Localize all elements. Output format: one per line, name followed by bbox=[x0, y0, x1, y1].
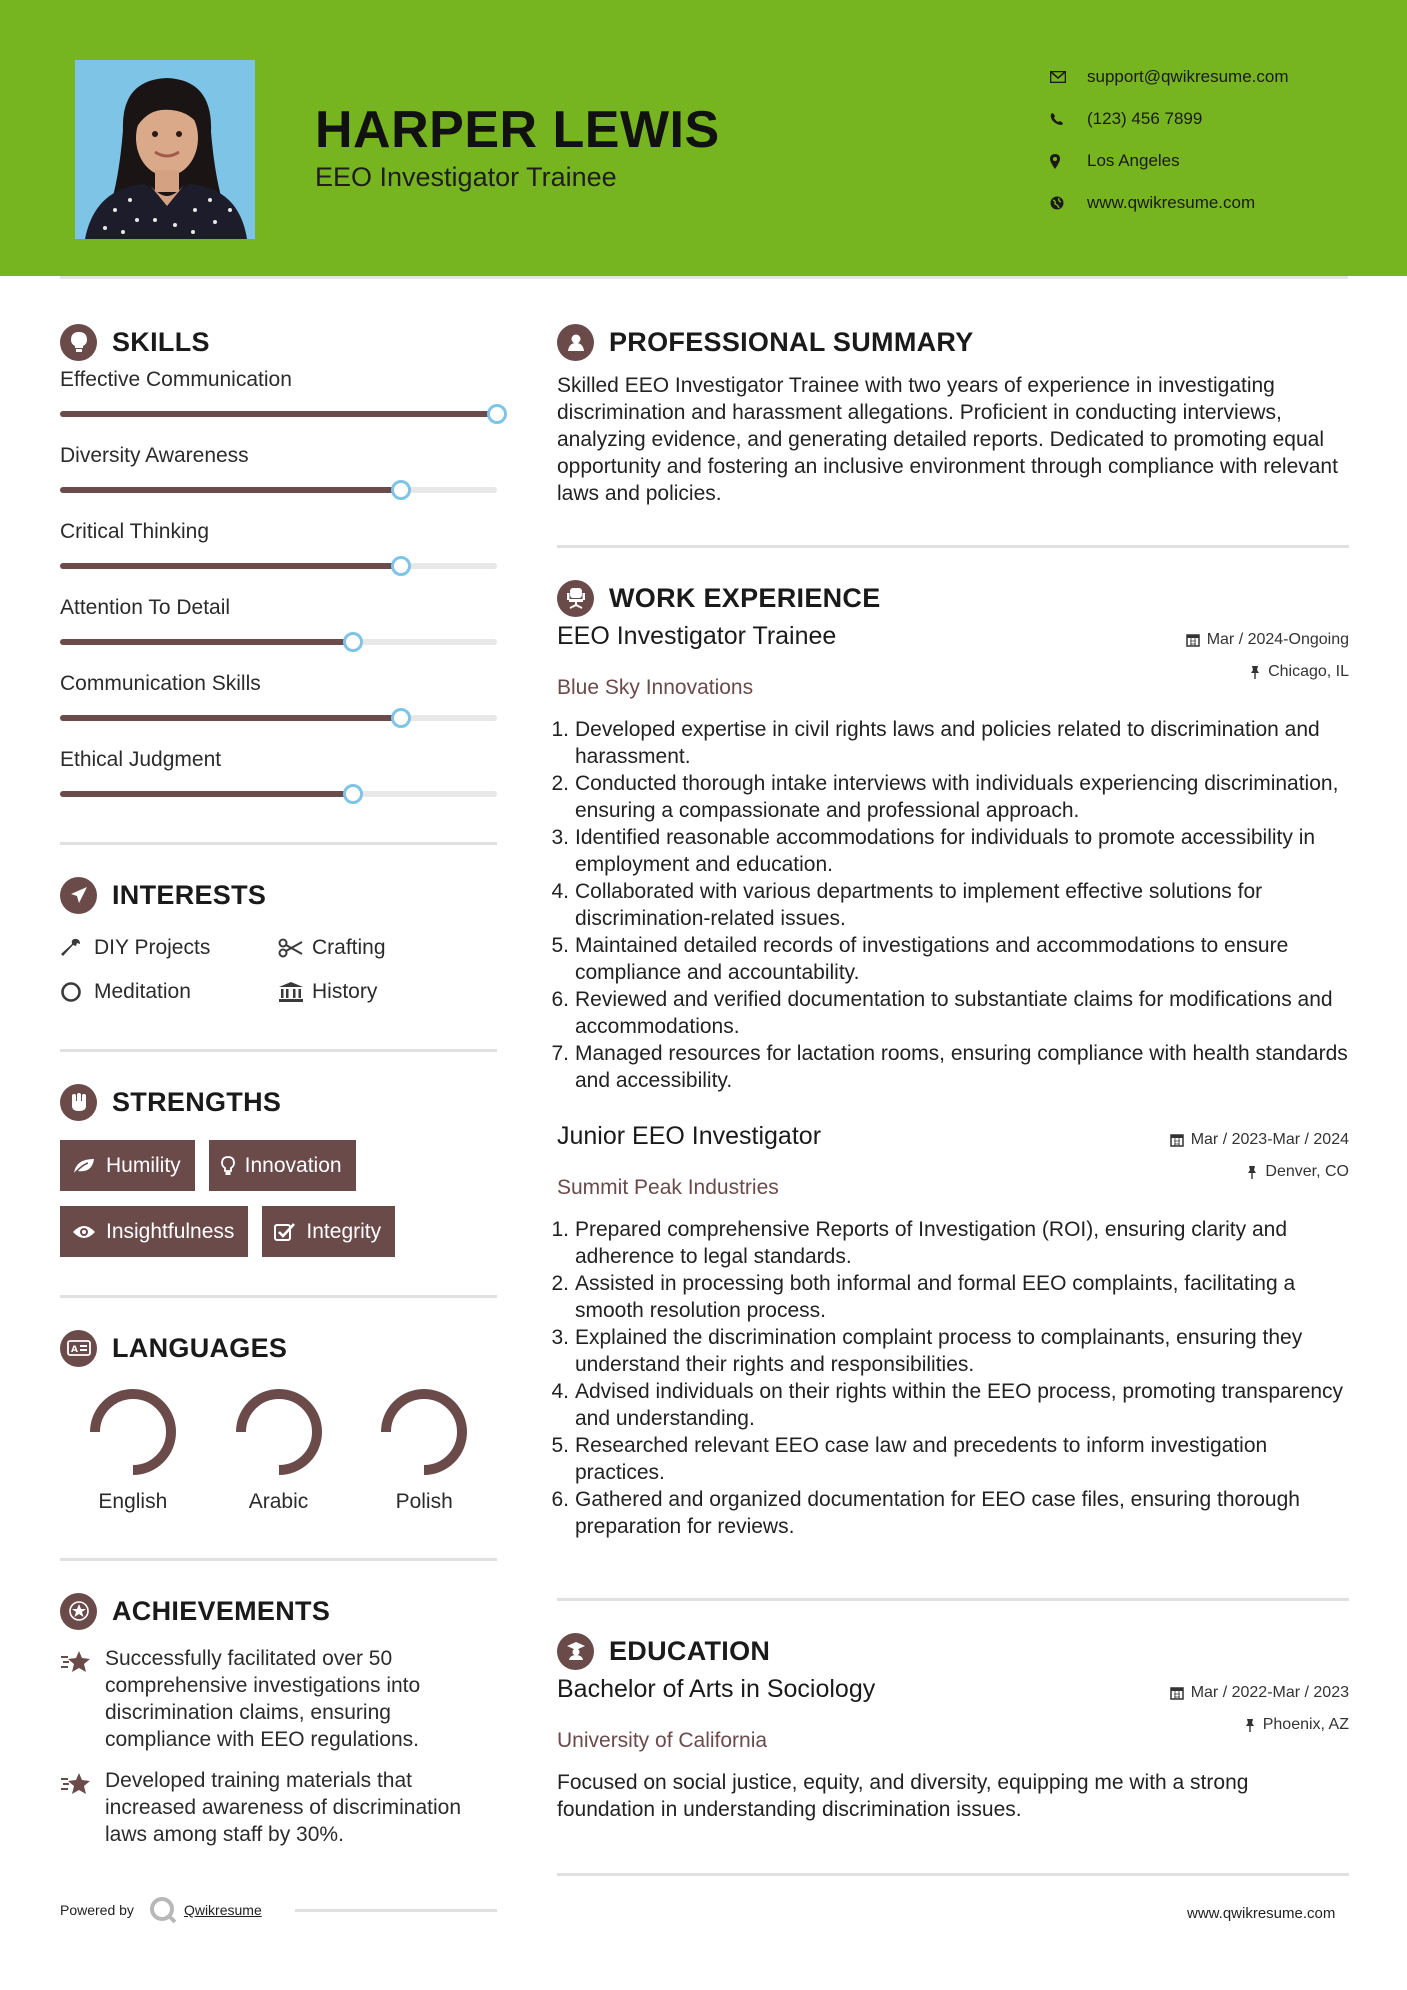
languages-list bbox=[60, 1386, 497, 1514]
calendar-icon bbox=[1186, 633, 1200, 647]
job-dates-text: Mar / 2023-Mar / 2024 bbox=[1190, 1131, 1349, 1148]
job-title: EEO Investigator Trainee bbox=[557, 622, 837, 650]
job-meta bbox=[1186, 622, 1349, 682]
contact-location bbox=[1050, 140, 1289, 182]
job-bullet: 1. Prepared comprehensive Reports of Investigation (ROI), ensuring clarity and adherence to legal standards. bbox=[551, 1218, 1288, 1268]
qwikresume-logo-icon bbox=[148, 1895, 178, 1925]
job-bullet: 6. Reviewed and verified documentation to substantiate claims for modifications and accommodations. bbox=[551, 988, 1333, 1038]
contact-email-text: support@qwikresume.com bbox=[1087, 67, 1289, 86]
section-divider bbox=[60, 1295, 497, 1298]
job-bullet: 5. Researched relevant EEO case law and precedents to inform investigation practices. bbox=[551, 1434, 1268, 1484]
interests-title: INTERESTS bbox=[112, 879, 267, 910]
job-bullet: 4. Collaborated with various departments to implement effective solutions for discrimination-related issues. bbox=[551, 880, 1263, 930]
job-entry bbox=[551, 1122, 1349, 1540]
job-bullets bbox=[551, 1216, 1349, 1540]
lightbulb-icon bbox=[221, 1156, 235, 1176]
interest-item bbox=[60, 977, 278, 1007]
eye-icon bbox=[72, 1224, 96, 1240]
job-bullet: 7. Managed resources for lactation rooms, ensuring compliance with health standards and accessibility. bbox=[551, 1042, 1348, 1092]
skill-knob bbox=[343, 632, 363, 652]
globe-icon bbox=[1050, 196, 1087, 210]
graduate-icon bbox=[557, 1633, 594, 1670]
job-location-text: Denver, CO bbox=[1265, 1163, 1349, 1180]
skill-fill bbox=[60, 487, 401, 493]
skill-name: Ethical Judgment bbox=[60, 748, 222, 771]
left-column bbox=[60, 322, 497, 1848]
language-name: Polish bbox=[395, 1490, 453, 1513]
lightbulb-icon bbox=[60, 324, 97, 361]
education-entry bbox=[557, 1675, 1349, 1823]
job-location bbox=[1186, 662, 1349, 682]
header-divider bbox=[60, 276, 1348, 279]
job-location-text: Chicago, IL bbox=[1268, 663, 1349, 680]
job-dates bbox=[1170, 1130, 1349, 1150]
contact-website[interactable] bbox=[1050, 182, 1289, 224]
wrench-icon bbox=[60, 937, 94, 959]
language-ring bbox=[233, 1386, 325, 1478]
language-icon bbox=[60, 1330, 97, 1367]
calendar-icon bbox=[1170, 1133, 1184, 1147]
interests-list bbox=[60, 933, 497, 1007]
right-column bbox=[551, 322, 1349, 1876]
job-company: Summit Peak Industries bbox=[557, 1176, 779, 1199]
language-level-arc bbox=[386, 1394, 462, 1470]
interests-heading bbox=[60, 875, 497, 915]
museum-icon bbox=[278, 981, 312, 1003]
section-divider bbox=[557, 545, 1349, 548]
section-divider bbox=[557, 1873, 1349, 1876]
pin-icon bbox=[1249, 665, 1261, 679]
interest-label: Crafting bbox=[312, 936, 386, 959]
achievement-item bbox=[60, 1767, 497, 1848]
skills-list bbox=[60, 358, 497, 814]
education-dates-text: Mar / 2022-Mar / 2023 bbox=[1190, 1684, 1349, 1701]
strength-chip bbox=[60, 1140, 195, 1191]
achievements-list bbox=[60, 1645, 497, 1848]
strength-label: Integrity bbox=[306, 1219, 382, 1243]
interest-label: Meditation bbox=[94, 980, 191, 1003]
footer-url[interactable]: www.qwikresume.com bbox=[1187, 1905, 1336, 1922]
office-chair-icon bbox=[557, 580, 594, 617]
profile-photo bbox=[75, 60, 255, 239]
job-bullet: 3. Identified reasonable accommodations for individuals to promote accessibility in employment and education. bbox=[551, 826, 1316, 876]
strengths-title: STRENGTHS bbox=[112, 1086, 282, 1117]
job-bullet: 3. Explained the discrimination complaint process to complainants, ensuring they understand their rights and responsibilities. bbox=[551, 1326, 1303, 1376]
skill-item bbox=[60, 358, 497, 434]
job-entry bbox=[551, 622, 1349, 1094]
language-level-arc bbox=[95, 1394, 171, 1470]
skill-item bbox=[60, 586, 497, 662]
skill-item bbox=[60, 434, 497, 510]
interest-item bbox=[278, 977, 497, 1007]
skill-name: Attention To Detail bbox=[60, 596, 231, 619]
summary-title: PROFESSIONAL SUMMARY bbox=[609, 326, 974, 357]
education-dates bbox=[1170, 1683, 1349, 1703]
strength-chip bbox=[262, 1206, 395, 1257]
qwikresume-link[interactable]: Qwikresume bbox=[183, 1902, 262, 1918]
school: University of California bbox=[557, 1729, 768, 1752]
powered-by-text: Powered by bbox=[60, 1902, 134, 1918]
languages-title: LANGUAGES bbox=[112, 1332, 288, 1363]
checkbox-icon bbox=[274, 1222, 296, 1242]
language-name: Arabic bbox=[248, 1490, 309, 1513]
language-item bbox=[351, 1386, 497, 1514]
job-header bbox=[557, 622, 1349, 682]
language-item bbox=[60, 1386, 206, 1514]
footer-powered-by bbox=[60, 1895, 262, 1925]
strength-label: Innovation bbox=[244, 1153, 342, 1177]
job-bullet: 4. Advised individuals on their rights within the EEO process, promoting transparency and understanding. bbox=[551, 1380, 1344, 1430]
skill-name: Diversity Awareness bbox=[60, 444, 249, 467]
calendar-icon bbox=[1170, 1686, 1184, 1700]
degree: Bachelor of Arts in Sociology bbox=[557, 1675, 876, 1703]
job-meta bbox=[1170, 1122, 1349, 1182]
language-level-arc bbox=[241, 1394, 317, 1470]
summary-text: Skilled EEO Investigator Trainee with two years of experience in investigating discrimination and harassment allegations. Proficient in conducting interviews, analyzing evidence, and generating detailed reports. Dedicated to promoting equal opportunity and fostering an inclusive environment through compliance with relevant laws and policies. bbox=[557, 374, 1338, 505]
strength-chip bbox=[60, 1206, 248, 1257]
education-title: EDUCATION bbox=[609, 1635, 771, 1666]
fist-icon bbox=[60, 1084, 97, 1121]
skill-bar bbox=[60, 487, 497, 493]
strength-label: Humility bbox=[106, 1153, 181, 1177]
language-ring bbox=[378, 1386, 470, 1478]
skill-knob bbox=[391, 708, 411, 728]
contact-location-text: Los Angeles bbox=[1087, 151, 1180, 170]
job-location bbox=[1170, 1162, 1349, 1182]
skill-fill bbox=[60, 411, 497, 417]
strength-chip bbox=[209, 1140, 356, 1191]
strengths-heading bbox=[60, 1082, 497, 1122]
skill-bar bbox=[60, 563, 497, 569]
candidate-name: HARPER LEWIS bbox=[315, 101, 720, 159]
skill-bar bbox=[60, 639, 497, 645]
circle-icon bbox=[60, 981, 94, 1003]
section-divider bbox=[557, 1598, 1349, 1601]
skill-name: Effective Communication bbox=[60, 368, 292, 391]
languages-heading bbox=[60, 1328, 497, 1368]
footer-divider bbox=[295, 1909, 497, 1912]
education-header bbox=[557, 1675, 1349, 1735]
contact-phone-text: (123) 456 7899 bbox=[1087, 109, 1203, 128]
interest-label: History bbox=[312, 980, 378, 1003]
star-icon bbox=[60, 1767, 105, 1848]
leaf-icon bbox=[72, 1157, 96, 1175]
achievement-text: Successfully facilitated over 50 comprehensive investigations into discrimination claims, ensuring compliance with EEO regulations. bbox=[105, 1647, 421, 1751]
job-bullets bbox=[551, 716, 1349, 1094]
candidate-title: EEO Investigator Trainee bbox=[315, 162, 617, 192]
skill-item bbox=[60, 662, 497, 738]
job-bullet: 1. Developed expertise in civil rights laws and policies related to discrimination and harassment. bbox=[551, 718, 1320, 768]
achievements-heading bbox=[60, 1591, 497, 1631]
job-dates-text: Mar / 2024-Ongoing bbox=[1206, 631, 1349, 648]
language-ring bbox=[87, 1386, 179, 1478]
job-bullet: 6. Gathered and organized documentation for EEO case files, ensuring thorough preparation for reviews. bbox=[551, 1488, 1300, 1538]
skill-fill bbox=[60, 563, 401, 569]
envelope-icon bbox=[1050, 71, 1087, 83]
skill-bar bbox=[60, 791, 497, 797]
section-divider bbox=[60, 1049, 497, 1052]
job-dates bbox=[1186, 630, 1349, 650]
contact-phone[interactable] bbox=[1050, 98, 1289, 140]
interest-item bbox=[60, 933, 278, 963]
skill-bar bbox=[60, 715, 497, 721]
job-header bbox=[557, 1122, 1349, 1182]
contact-email[interactable] bbox=[1050, 56, 1289, 98]
contact-website-text: www.qwikresume.com bbox=[1087, 193, 1256, 212]
achievements-title: ACHIEVEMENTS bbox=[112, 1595, 331, 1626]
skill-knob bbox=[343, 784, 363, 804]
pin-icon bbox=[1244, 1718, 1256, 1732]
skill-knob bbox=[391, 556, 411, 576]
skill-fill bbox=[60, 639, 353, 645]
summary-heading bbox=[557, 322, 1349, 362]
education-location bbox=[1170, 1715, 1349, 1735]
paper-plane-icon bbox=[60, 877, 97, 914]
interest-item bbox=[278, 933, 497, 963]
experience-title: WORK EXPERIENCE bbox=[609, 582, 881, 613]
job-bullet: 5. Maintained detailed records of investigations and accommodations to ensure compliance and accountability. bbox=[551, 934, 1289, 984]
skill-fill bbox=[60, 715, 401, 721]
svg-text:A: A bbox=[70, 1345, 78, 1355]
job-title: Junior EEO Investigator bbox=[557, 1122, 822, 1150]
skills-title: SKILLS bbox=[112, 326, 210, 357]
header-banner bbox=[0, 0, 1407, 276]
experience-heading bbox=[557, 578, 1349, 618]
education-location-text: Phoenix, AZ bbox=[1262, 1716, 1349, 1733]
strength-label: Insightfulness bbox=[106, 1219, 235, 1243]
pin-icon bbox=[1246, 1165, 1258, 1179]
contact-list bbox=[1050, 56, 1289, 224]
language-name: English bbox=[98, 1490, 168, 1513]
skill-knob bbox=[487, 404, 507, 424]
education-heading bbox=[557, 1631, 1349, 1671]
skills-heading bbox=[60, 322, 497, 362]
section-divider bbox=[60, 842, 497, 845]
skill-item bbox=[60, 738, 497, 814]
user-icon bbox=[557, 324, 594, 361]
phone-icon bbox=[1050, 112, 1087, 126]
job-bullet: 2. Conducted thorough intake interviews with individuals experiencing discrimination, ensuring a compassionate and professional approach. bbox=[551, 772, 1339, 822]
skill-item bbox=[60, 510, 497, 586]
location-icon bbox=[1050, 154, 1087, 169]
job-company: Blue Sky Innovations bbox=[557, 676, 754, 699]
skill-name: Communication Skills bbox=[60, 672, 261, 695]
skill-name: Critical Thinking bbox=[60, 520, 209, 543]
achievement-item bbox=[60, 1645, 497, 1753]
skill-fill bbox=[60, 791, 353, 797]
education-meta bbox=[1170, 1675, 1349, 1735]
education-text: Focused on social justice, equity, and diversity, equipping me with a strong foundation in understanding discrimination issues. bbox=[557, 1771, 1249, 1821]
star-badge-icon bbox=[60, 1593, 97, 1630]
section-divider bbox=[60, 1558, 497, 1561]
interest-label: DIY Projects bbox=[94, 936, 211, 959]
strengths-list bbox=[60, 1140, 497, 1257]
job-bullet: 2. Assisted in processing both informal and formal EEO complaints, facilitating a smooth resolution process. bbox=[551, 1272, 1296, 1322]
star-icon bbox=[60, 1645, 105, 1753]
skill-knob bbox=[391, 480, 411, 500]
language-item bbox=[206, 1386, 352, 1514]
skill-bar bbox=[60, 411, 497, 417]
scissors-icon bbox=[278, 938, 312, 958]
achievement-text: Developed training materials that increased awareness of discrimination laws among staff by 30%. bbox=[105, 1769, 462, 1846]
